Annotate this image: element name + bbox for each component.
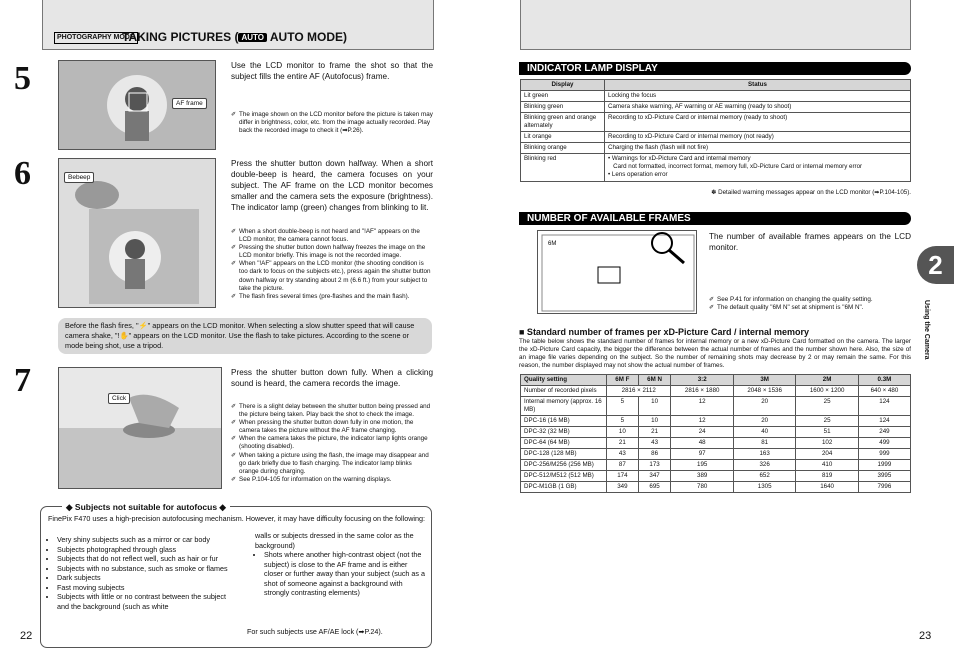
- step-text: Press the shutter button down fully. When a clicking sound is heard, the camera records the image.: [231, 368, 433, 388]
- section-title: NUMBER OF AVAILABLE FRAMES: [519, 212, 911, 225]
- table-row: DPC-16 (16 MB) 5 10 12 20 25 124: [521, 416, 911, 427]
- bebeep-callout: Bebeep: [64, 172, 94, 183]
- table-row: Internal memory (approx. 16 MB) 5 10 12 20 25 124: [521, 397, 911, 416]
- chapter-label: Using the Camera: [923, 300, 930, 360]
- std-title: ■ Standard number of frames per xD-Picture Card / internal memory: [519, 327, 810, 337]
- mode-tag: PHOTOGRAPHY MODE: [54, 32, 138, 44]
- af-lock-note: For such subjects use AF/AE lock (➡P.24).: [247, 627, 383, 636]
- click-callout: Click: [108, 393, 130, 404]
- auto-icon: AUTO: [238, 33, 267, 42]
- page-title: TAKING PICTURES ( AUTO AUTO MODE): [122, 30, 347, 44]
- table-row: Lit green Locking the focus: [521, 91, 911, 102]
- table-row: DPC-128 (128 MB) 43 86 97 163 204 999: [521, 449, 911, 460]
- autofocus-tips-box: [40, 506, 432, 648]
- page-number: 23: [919, 630, 932, 642]
- table-row: Lit orange Recording to xD-Picture Card or internal memory (not ready): [521, 132, 911, 143]
- table-row: Blinking orange Charging the flash (flash will not fire): [521, 143, 911, 154]
- page-number: 22: [20, 630, 33, 642]
- shutter-illustration: [58, 367, 222, 489]
- frames-text: The number of available frames appears on the LCD monitor.: [709, 232, 911, 252]
- lamp-note: ✽ Detailed warning messages appear on the LCD monitor (➡P.104-105).: [711, 189, 911, 196]
- step-number: 7: [14, 362, 31, 399]
- table-row: Blinking red • Warnings for xD-Picture Card and internal memory Card not formatted, incorrect format, memory full, xD-Picture Card or internal memory error • Lens operation error: [521, 154, 911, 182]
- af-frame-callout: AF frame: [172, 98, 207, 109]
- step-notes: ✐ The image shown on the LCD monitor before the picture is taken may differ in brightness, color, etc. from the image actually recorded. Play back the recorded image to check it (➡P.26).: [231, 111, 433, 135]
- table-row: DPC-512/M512 (512 MB) 174 347 389 652 819 3995: [521, 471, 911, 482]
- step-notes: ✐ When a short double-beep is not heard and "!AF" appears on the LCD monitor, the camera cannot focus. ✐ Pressing the shutter button down halfway freezes the image on the LCD monitor briefly. This image is not the recorded image. ✐ When "!AF" appears on the LCD monitor (the shooting condition is too dark to focus on the subjects etc.), press again the shutter button down halfway or try standing about 2 m (6.6 ft.) from your subject to take the picture. ✐ The flash fires several times (pre-flashes and the main flash).: [231, 228, 433, 301]
- lcd-frame-counter: [537, 230, 697, 314]
- chapter-tab: 2: [917, 246, 954, 284]
- table-row: DPC-M1GB (1 GB) 349 695 780 1305 1640 7996: [521, 482, 911, 493]
- frames-table: Quality setting 6M F 6M N 3:2 3M 2M 0.3M Number of recorded pixels 2816 × 2112 2816 × 1880 2048 × 1536 1600 × 1200 640 × 480 Internal memory (approx. 16 MB) 5 10 12 20 25 124 DPC-16 (16 MB) 5 10 12 20 25 124 DPC-32 (32 MB) 10 21 24 40 51 249 DPC-64 (64 MB) 21 43 48 81 102 499 DPC-128 (128 MB) 43 86 97 163 204 999 DPC-256/M256 (256 MB) 87 173 195 326 410 1999 DPC-512/M512 (512 MB) 174 347 389 652 819 3995 DPC-M1GB (1 GB) 349 695 780 1305 1640 7996: [520, 374, 911, 493]
- table-row: Blinking green Camera shake warning, AF warning or AE warning (ready to shoot): [521, 102, 911, 113]
- flash-info-box: Before the flash fires, "⚡" appears on the LCD monitor. When selecting a slow shutter speed that will cause camera shake, "!✋" appears on the LCD monitor. Use the flash to take pictures. According to the scene or mode being shot, use a tripod.: [58, 318, 432, 354]
- step-text: Press the shutter button down halfway. When a short double-beep is heard, the camera focuses on your subject. The AF frame on the LCD monitor becomes smaller and the camera sets the exposure (brightness). The indicator lamp (green) changes from blinking to lit.: [231, 159, 433, 212]
- step-text: Use the LCD monitor to frame the shot so that the subject fills the entire AF (Autofocus) frame.: [231, 61, 433, 81]
- indicator-lamp-table: Display Status Lit green Locking the focus Blinking green Camera shake warning, AF warning or AE warning (ready to shoot) Blinking green and orange alternately Recording to xD-Picture Card or internal memory (ready to shoot) Lit orange Recording to xD-Picture Card or internal memory (not ready) Blinking orange Charging the flash (flash will not fire) Blinking red • Warnings for xD-Picture Card and internal memory Card not formatted, incorrect format, memory full, xD-Picture Card or internal memory error • Lens operation error: [520, 79, 911, 182]
- step-number: 6: [14, 155, 31, 192]
- box-title: ◆ Subjects not suitable for autofocus ◆: [62, 502, 230, 513]
- right-page: [477, 0, 954, 667]
- header-band: [520, 0, 911, 50]
- subjects-list: • Very shiny subjects such as a mirror or car body • Subjects photographed through glass • Subjects that do not reflect well, such as hair or fur • Subjects with no substance, such as smoke or flames • Dark subjects • Fast moving subjects • Subjects with little or no contrast between the subject and the background (such as white: [57, 535, 233, 611]
- table-row: DPC-32 (32 MB) 10 21 24 40 51 249: [521, 427, 911, 438]
- step-notes: ✐ There is a slight delay between the shutter button being pressed and the picture being taken. Play back the shot to check the image. ✐ When pressing the shutter button down fully in one motion, the camera takes the picture without the AF frame changing. ✐ When the camera takes the picture, the indicator lamp lights orange (shooting disabled). ✐ When taking a picture using the flash, the image may disappear and go dark briefly due to flash charging. The indicator lamp blinks orange during charging. ✐ See P.104-105 for information on the warning displays.: [231, 403, 433, 484]
- subjects-list-cont: walls or subjects dressed in the same color as the background) • Shots where another high-contrast object (not the subject) is close to the AF frame and is either closer or further away than your subject (such as a shot of someone against a background with strongly contrasting elements): [255, 531, 427, 598]
- frames-notes: ✐ See P.41 for information on changing the quality setting. ✐ The default quality "6M N" set at shipment is "6M N".: [709, 296, 911, 312]
- intro-text: FinePix F470 uses a high-precision autofocusing mechanism. However, it may have difficulty focusing on the following:: [48, 514, 426, 523]
- svg-text:6M: 6M: [548, 241, 557, 247]
- table-row: Number of recorded pixels 2816 × 2112 2816 × 1880 2048 × 1536 1600 × 1200 640 × 480: [521, 386, 911, 397]
- table-row: Blinking green and orange alternately Recording to xD-Picture Card or internal memory (ready to shoot): [521, 113, 911, 132]
- section-title: INDICATOR LAMP DISPLAY: [519, 62, 911, 75]
- table-row: DPC-256/M256 (256 MB) 87 173 195 326 410 1999: [521, 460, 911, 471]
- step-number: 5: [14, 60, 31, 97]
- std-text: The table below shows the standard number of frames for internal memory or a new xD-Picture Card formatted on the camera. The larger the xD-Picture Card capacity, the bigger the difference between the actual number of frames and the number shown here. Also, the size of an image file varies depending on the subject. So the number of remaining shots may decrease by 2 or may remain the same. For this reason, the number displayed may not show the actual number of frames.: [519, 338, 911, 370]
- table-row: DPC-64 (64 MB) 21 43 48 81 102 499: [521, 438, 911, 449]
